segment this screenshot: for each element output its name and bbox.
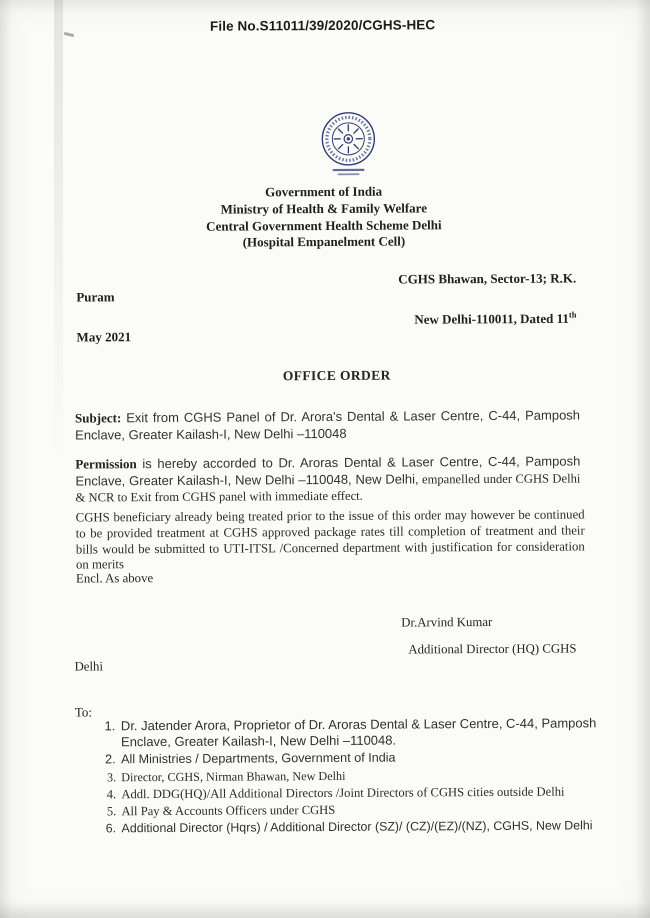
recipient-text: Addl. DDG(HQ)/All Additional Directors /Joint Directors of CGHS cities outside Delhi [121,784,565,801]
permission-text-tail: empanelled under CGHS Delhi & NCR to Exit from CGHS panel with immediate effect. [75,470,581,505]
emblem-container [320,111,376,184]
permission-label: Permission [75,456,137,472]
org-line-empanelment-cell: (Hospital Empanelment Cell) [242,233,406,250]
subject-label: Subject: [74,410,122,426]
recipient-item [119,715,600,750]
signatory-place: Delhi [74,659,104,674]
body-paragraph-permission [75,453,580,506]
national-emblem-icon [320,111,376,179]
recipient-text: All Pay & Accounts Officers under CGHS [121,802,336,818]
address-line-3 [76,307,576,328]
file-number: File No.S11011/39/2020/CGHS-HEC [209,17,436,34]
recipient-text: Dr. Jatender Arora, Proprietor of Dr. Aroras Dental & Laser Centre, C-44, Pamposh Enclave, Greater Kailash-I, New Delhi –110048. [120,715,597,750]
org-header [0,182,649,253]
recipient-text: Director, CGHS, Nirman Bhawan, New Delhi [121,768,346,784]
address-line-1: CGHS Bhawan, Sector-13; R.K. [398,270,577,287]
recipient-item [119,801,600,819]
signatory-name: Dr.Arvind Kumar [401,614,493,630]
recipients-list [75,715,601,838]
body-paragraph-beneficiary: CGHS beneficiary already being treated prior to the issue of this order may however be continued to be provided treatment at CGHS approved package rates till completion of treatment and their bills would be submitted to UTI-ITSL /Concerned department with justification for consideration on merits [75,507,585,572]
permission-text: is hereby accorded to Dr. Aroras Dental & Laser Centre, C-44, Pamposh Enclave, Greater Kailash-I, New Delhi –110048, New Delhi, [75,453,581,489]
recipient-item [119,749,600,767]
to-label: To: [74,704,93,720]
subject-text: Exit from CGHS Panel of Dr. Arora's Dental & Laser Centre, C-44, Pamposh Enclave, Greater Kailash-I, New Delhi –110048 [75,407,581,443]
signatory-designation: Additional Director (HQ) CGHS [408,641,577,657]
subject-line [75,406,580,443]
org-line-ministry: Ministry of Health & Family Welfare [220,200,427,217]
recipient-item [119,767,600,785]
office-order-title: OFFICE ORDER [282,367,391,384]
address-block [76,270,576,344]
address-line-4: May 2021 [76,329,132,345]
date-ordinal-suffix: th [568,309,577,320]
org-line-cghs-delhi: Central Government Health Scheme Delhi [206,216,442,234]
recipient-item [119,818,600,836]
recipient-text: All Ministries / Departments, Government of India [121,750,396,767]
address-line-2: Puram [76,289,115,305]
org-line-government-of-india: Government of India [265,183,383,200]
recipient-item [119,784,600,802]
recipient-text: Additional Director (Hqrs) / Additional Director (SZ)/ (CZ)/(EZ)/(NZ), CGHS, New Delhi [121,817,593,835]
address-date-text: New Delhi-110011, Dated 11 [414,310,569,327]
enclosure-note: Encl. As above [75,571,154,586]
